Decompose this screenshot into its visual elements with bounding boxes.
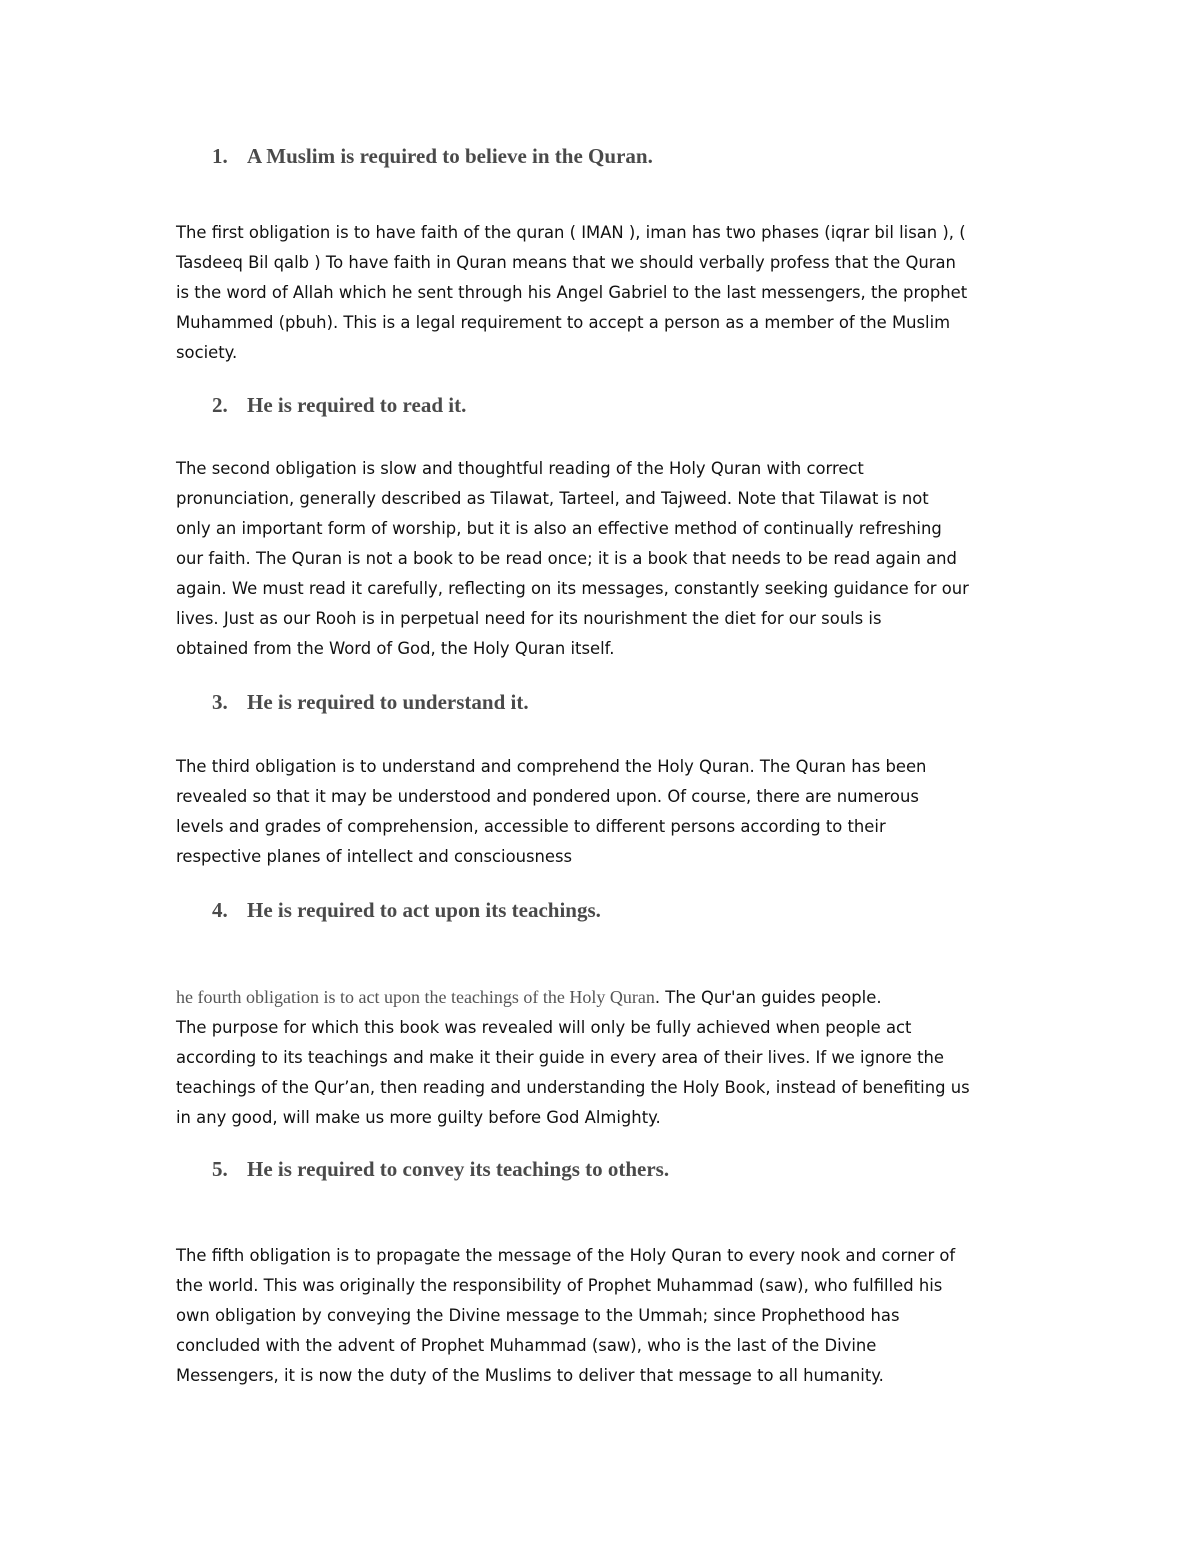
paragraph-line: levels and grades of comprehension, accessible to different persons according to their [176, 817, 886, 836]
serif-text-run: he fourth obligation is to act upon the teachings of the Holy Quran [176, 987, 655, 1007]
paragraph-line: society. [176, 343, 238, 362]
section-4-heading [212, 897, 1112, 923]
section-1-heading [212, 143, 1112, 169]
paragraph-line: again. We must read it carefully, reflecting on its messages, constantly seeking guidance for our [176, 579, 969, 598]
paragraph-line: concluded with the advent of Prophet Muhammad (saw), who is the last of the Divine [176, 1336, 877, 1355]
section-title: A Muslim is required to believe in the Quran. [247, 144, 653, 168]
paragraph-line: teachings of the Qur’an, then reading and understanding the Holy Book, instead of benefiting us [176, 1078, 970, 1097]
paragraph-line: respective planes of intellect and consciousness [176, 847, 573, 866]
section-5-paragraph [176, 1241, 1036, 1391]
paragraph-line: The third obligation is to understand and comprehend the Holy Quran. The Quran has been [176, 757, 927, 776]
paragraph-line [176, 982, 1036, 1013]
section-5-heading [212, 1156, 1112, 1182]
section-1-paragraph [176, 218, 1036, 368]
paragraph-line: obtained from the Word of God, the Holy Quran itself. [176, 639, 615, 658]
paragraph-line: Tasdeeq Bil qalb ) To have faith in Quran means that we should verbally profess that the Quran [176, 253, 956, 272]
section-number: 3. [212, 690, 228, 714]
paragraph-line: the world. This was originally the responsibility of Prophet Muhammad (saw), who fulfilled his [176, 1276, 943, 1295]
section-2-heading [212, 392, 1112, 418]
section-title: He is required to convey its teachings to others. [247, 1157, 670, 1181]
paragraph-line: Muhammed (pbuh). This is a legal requirement to accept a person as a member of the Muslim [176, 313, 951, 332]
section-number: 5. [212, 1157, 228, 1181]
paragraph-line: Messengers, it is now the duty of the Muslims to deliver that message to all humanity. [176, 1366, 884, 1385]
section-title: He is required to act upon its teachings. [247, 898, 601, 922]
paragraph-line: revealed so that it may be understood and pondered upon. Of course, there are numerous [176, 787, 919, 806]
paragraph-line: is the word of Allah which he sent through his Angel Gabriel to the last messengers, the prophet [176, 283, 968, 302]
paragraph-line: our faith. The Quran is not a book to be read once; it is a book that needs to be read again and [176, 549, 957, 568]
section-3-heading [212, 689, 1112, 715]
section-number: 2. [212, 393, 228, 417]
section-title: He is required to understand it. [247, 690, 529, 714]
paragraph-line: according to its teachings and make it their guide in every area of their lives. If we ignore the [176, 1048, 944, 1067]
section-4-paragraph [176, 982, 1036, 1133]
paragraph-line: only an important form of worship, but it is also an effective method of continually refreshing [176, 519, 942, 538]
section-title: He is required to read it. [247, 393, 467, 417]
paragraph-line: The second obligation is slow and thoughtful reading of the Holy Quran with correct [176, 459, 864, 478]
section-number: 4. [212, 898, 228, 922]
section-3-paragraph [176, 752, 1036, 872]
paragraph-line: own obligation by conveying the Divine message to the Ummah; since Prophethood has [176, 1306, 900, 1325]
paragraph-line: in any good, will make us more guilty before God Almighty. [176, 1108, 661, 1127]
text-run: . The Qur'an guides people. [654, 988, 882, 1007]
paragraph-line: The fifth obligation is to propagate the message of the Holy Quran to every nook and corner of [176, 1246, 956, 1265]
paragraph-line: The purpose for which this book was revealed will only be fully achieved when people act [176, 1018, 912, 1037]
section-number: 1. [212, 144, 228, 168]
paragraph-line: The first obligation is to have faith of the quran ( IMAN ), iman has two phases (iqrar bil lisan ), ( [176, 223, 966, 242]
paragraph-line: pronunciation, generally described as Tilawat, Tarteel, and Tajweed. Note that Tilawat is not [176, 489, 929, 508]
section-2-paragraph [176, 454, 1036, 664]
paragraph-line: lives. Just as our Rooh is in perpetual need for its nourishment the diet for our souls is [176, 609, 882, 628]
